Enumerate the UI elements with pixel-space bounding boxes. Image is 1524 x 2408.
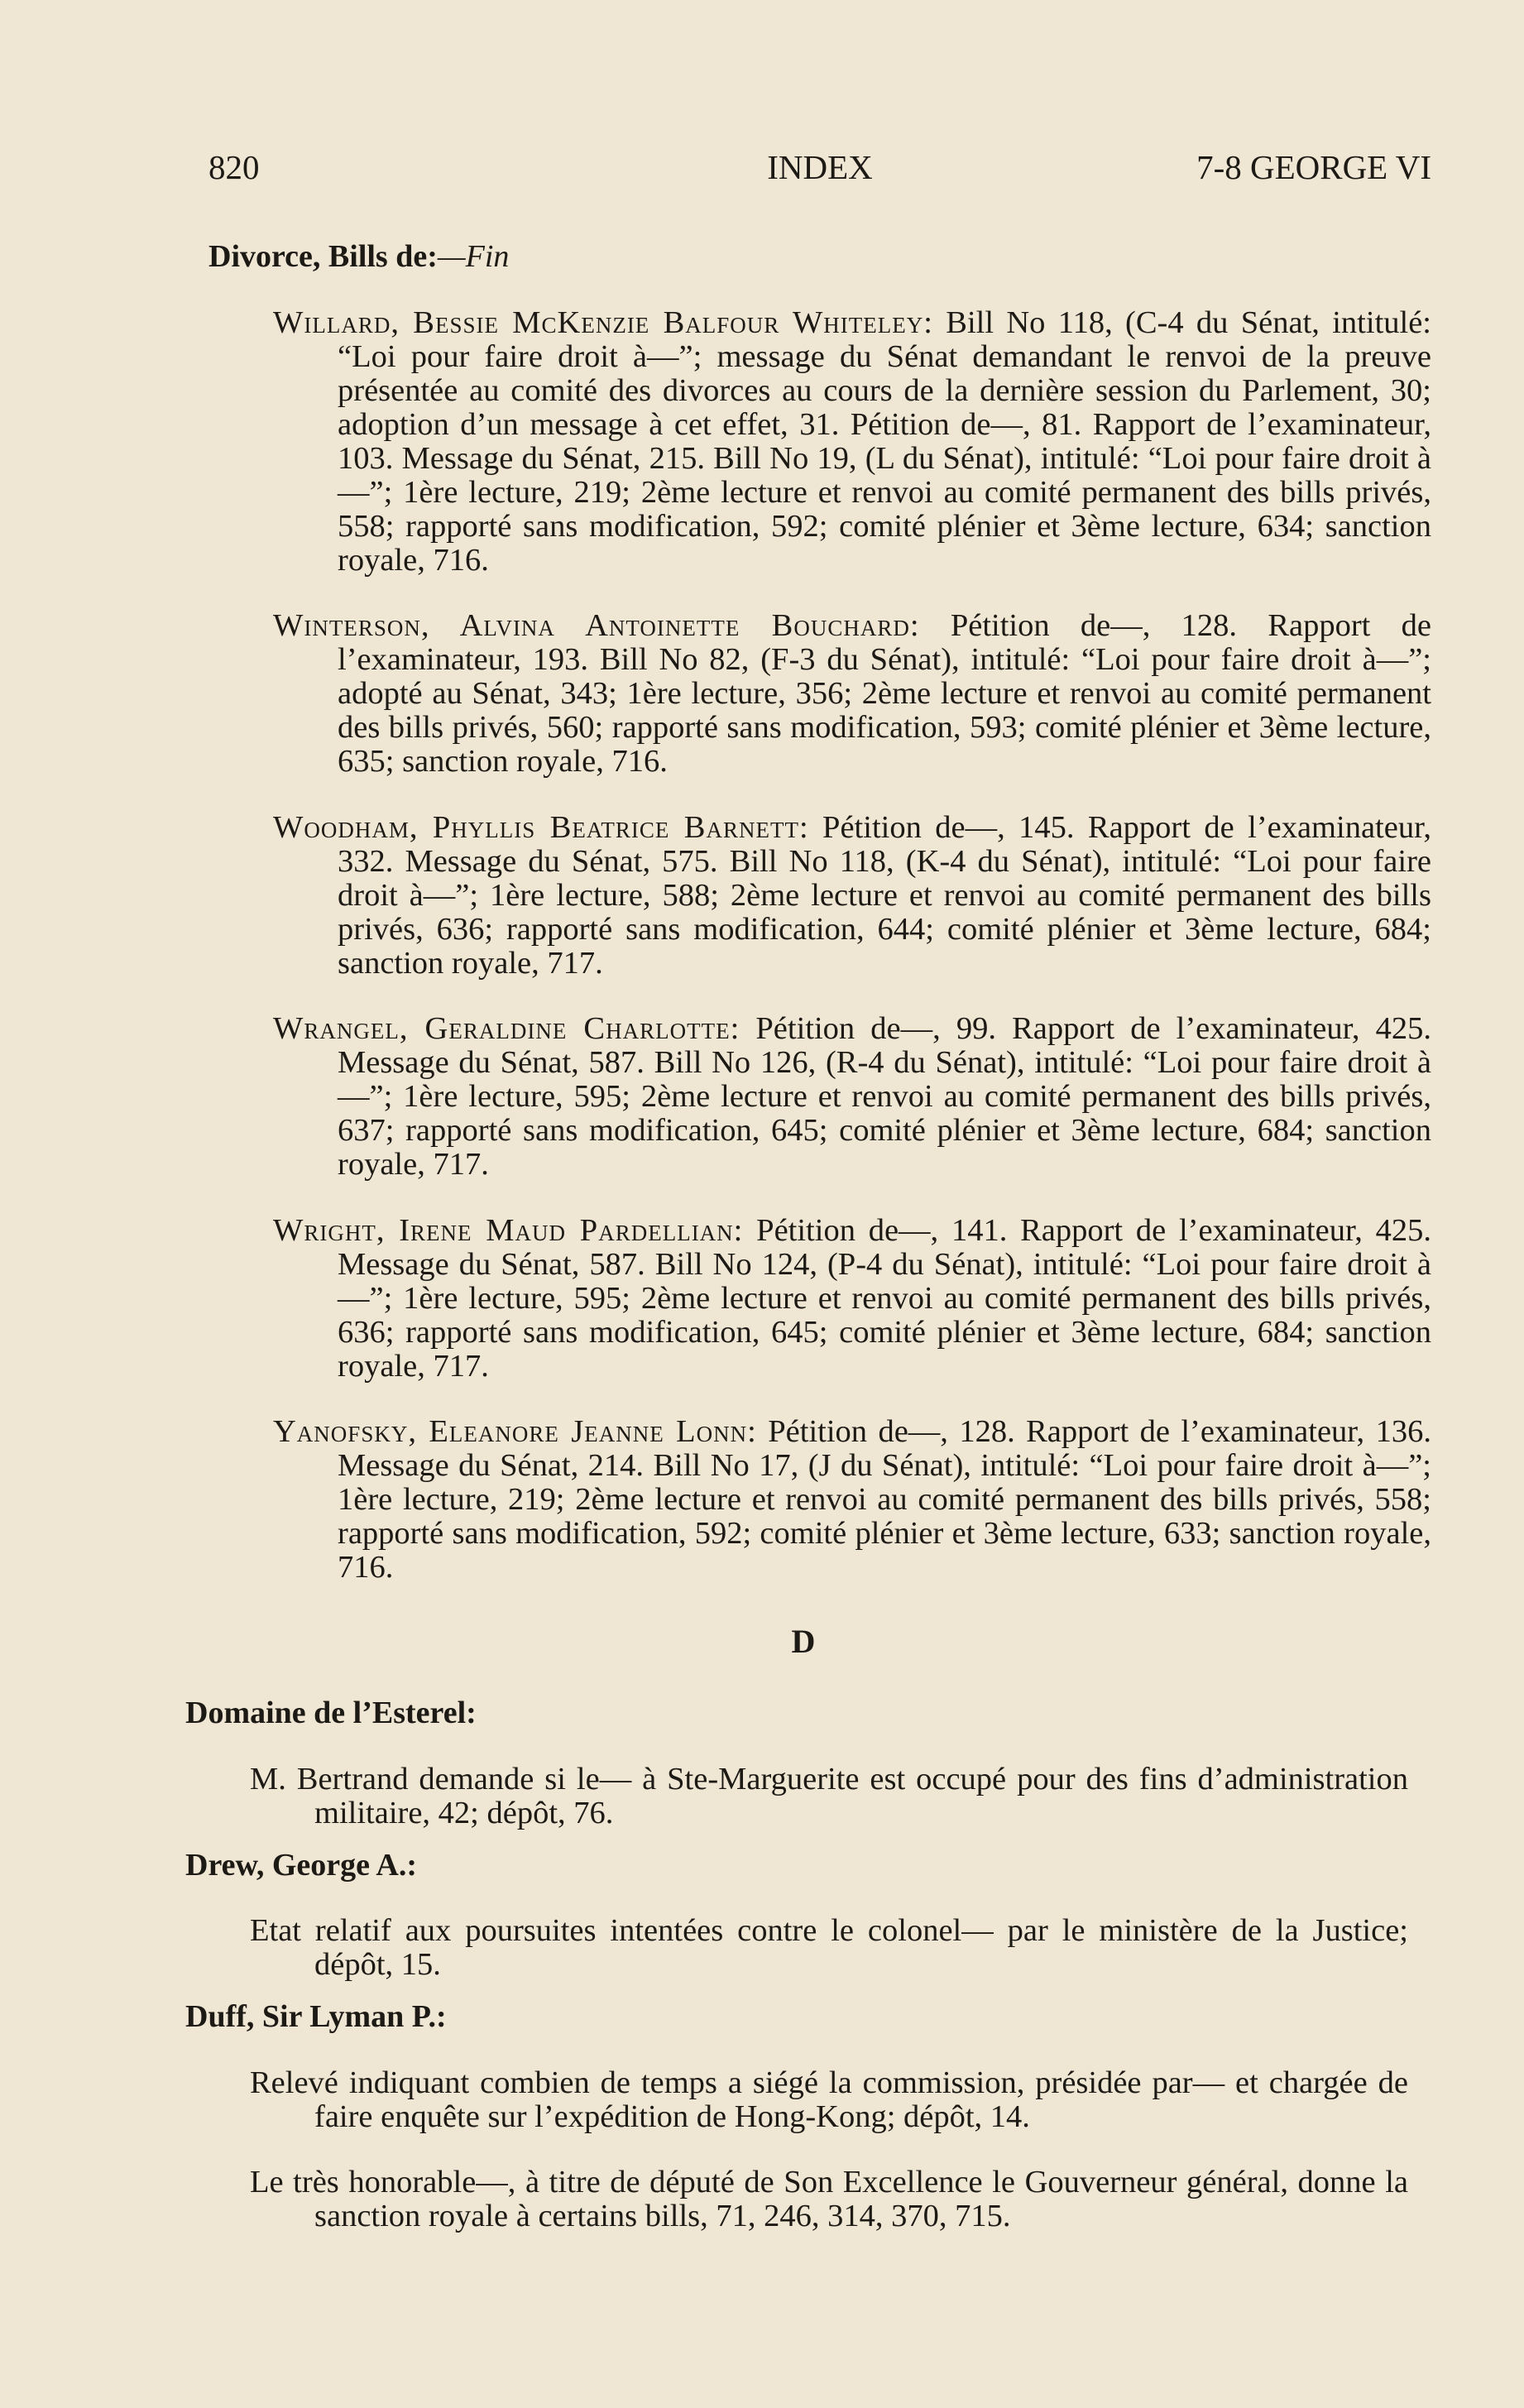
index-entry: M. Bertrand demande si le— à Ste-Marguerite est occupé pour des fins d’administration militaire, 42; dépôt, 76. bbox=[250, 1761, 1408, 1830]
index-entry bbox=[273, 1012, 1431, 1182]
index-entry bbox=[273, 1415, 1431, 1585]
entry-name: Willard, Bessie McKenzie Balfour Whiteley: bbox=[273, 305, 933, 340]
divorce-bills-heading bbox=[208, 240, 1431, 274]
section-letter: D bbox=[791, 1623, 816, 1660]
running-head bbox=[208, 147, 1431, 197]
index-entry bbox=[273, 306, 1431, 578]
group-heading: Duff, Sir Lyman P.: bbox=[185, 1999, 447, 2034]
divorce-bills-section bbox=[208, 240, 1431, 1585]
index-entry bbox=[273, 811, 1431, 981]
entry-name: Winterson, Alvina Antoinette Bouchard: bbox=[273, 608, 920, 643]
index-entry: Le très honorable—, à titre de député de Son Excellence le Gouverneur général, donne la sanction royale à certains bills, 71, 246, 314, 370, 715. bbox=[250, 2165, 1408, 2233]
index-body bbox=[0, 240, 1524, 2252]
heading-suffix: —Fin bbox=[437, 239, 510, 274]
group-heading: Drew, George A.: bbox=[185, 1847, 417, 1883]
group-heading: Domaine de l’Esterel: bbox=[185, 1696, 477, 1730]
entry-name: Woodham, Phyllis Beatrice Barnett: bbox=[273, 809, 809, 845]
entry-text: Pétition de—, 128. Rapport de l’examinateur, 136. Message du Sénat, 214. Bill No 17, (J du Sénat), intitulé: “Loi pour faire droit à—”; 1ère lecture, 219; 2ème lecture et renvoi au comité permanent des bills privés, 558; rapporté sans modification, 592; comité plénier et 3ème lecture, 633; sanction royale, 716. bbox=[338, 1414, 1431, 1585]
index-entry bbox=[273, 1214, 1431, 1384]
entry-name: Wrangel, Geraldine Charlotte: bbox=[273, 1011, 740, 1046]
d-section bbox=[185, 1696, 1408, 2233]
index-entry bbox=[273, 609, 1431, 779]
entry-name: Yanofsky, Eleanore Jeanne Lonn: bbox=[273, 1414, 757, 1449]
entry-text: Bill No 118, (C-4 du Sénat, intitulé: “Loi pour faire droit à—”; message du Sénat demandant le renvoi de la preuve présentée au comité des divorces au cours de la dernière session du Parlement, 30; adoption d’un message à cet effet, 31. Pétition de—, 81. Rapport de l’examinateur, 103. Message du Sénat, 215. Bill No 19, (L du Sénat), intitulé: “Loi pour faire droit à—”; 1ère lecture, 219; 2ème lecture et renvoi au comité permanent des bills privés, 558; rapporté sans modification, 592; comité plénier et 3ème lecture, 634; sanction royale, 716. bbox=[338, 305, 1431, 578]
index-entry: Relevé indiquant combien de temps a siégé la commission, présidée par— et chargée de faire enquête sur l’expédition de Hong-Kong; dépôt, 14. bbox=[250, 2065, 1408, 2134]
page-title: INDEX bbox=[767, 148, 873, 186]
index-group bbox=[185, 2000, 1408, 2233]
entry-name: Wright, Irene Maud Pardellian: bbox=[273, 1212, 744, 1248]
entry-text: Pétition de—, 141. Rapport de l’examinateur, 425. Message du Sénat, 587. Bill No 124, (P-4 du Sénat), intitulé: “Loi pour faire droit à—”; 1ère lecture, 595; 2ème lecture et renvoi au comité permanent des bills privés, 636; rapporté sans modification, 645; comité plénier et 3ème lecture, 684; sanction royale, 717. bbox=[338, 1212, 1431, 1384]
entry-text: Pétition de—, 128. Rapport de l’examinateur, 193. Bill No 82, (F-3 du Sénat), intitulé: “Loi pour faire droit à—”; adopté au Sénat, 343; 1ère lecture, 356; 2ème lecture et renvoi au comité permanent des bills privés, 560; rapporté sans modification, 593; comité plénier et 3ème lecture, 635; sanction royale, 716. bbox=[338, 608, 1431, 779]
index-group bbox=[185, 1849, 1408, 1983]
volume-label: 7-8 GEORGE VI bbox=[1196, 148, 1431, 186]
index-entry: Etat relatif aux poursuites intentées contre le colonel— par le ministère de la Justice; dépôt, 15. bbox=[250, 1913, 1408, 1982]
heading-text: Divorce, Bills de: bbox=[208, 239, 438, 274]
page-number: 820 bbox=[208, 148, 260, 186]
entry-text: Pétition de—, 99. Rapport de l’examinateur, 425. Message du Sénat, 587. Bill No 126, (R-4 du Sénat), intitulé: “Loi pour faire droit à—”; 1ère lecture, 595; 2ème lecture et renvoi au comité permanent des bills privés, 637; rapporté sans modification, 645; comité plénier et 3ème lecture, 684; sanction royale, 717. bbox=[338, 1011, 1431, 1182]
index-group bbox=[185, 1696, 1408, 1830]
entry-text: Pétition de—, 145. Rapport de l’examinateur, 332. Message du Sénat, 575. Bill No 118, (K-4 du Sénat), intitulé: “Loi pour faire droit à—”; 1ère lecture, 588; 2ème lecture et renvoi au comité permanent des bills privés, 636; rapporté sans modification, 644; comité plénier et 3ème lecture, 684; sanction royale, 717. bbox=[338, 809, 1431, 981]
